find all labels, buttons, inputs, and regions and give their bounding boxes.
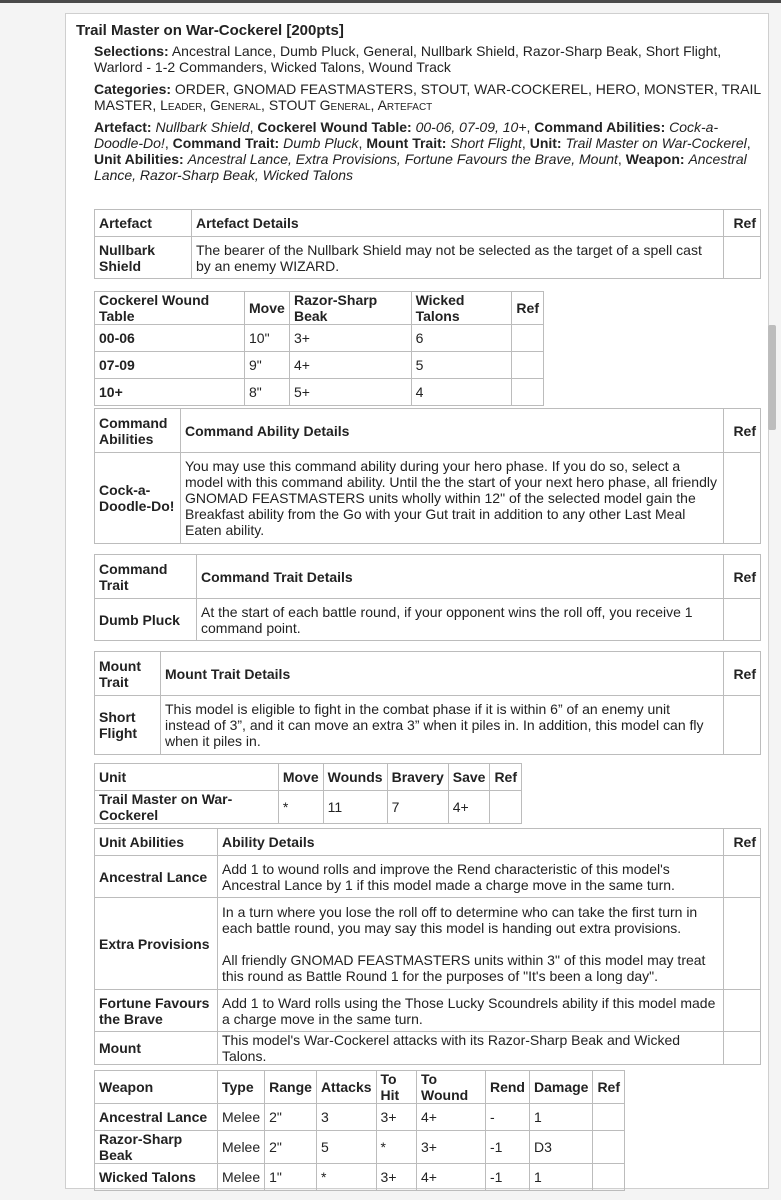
profile-label: Artefact: — [94, 119, 152, 135]
ability-name: Extra Provisions — [95, 898, 218, 990]
ref-cell — [593, 1104, 625, 1131]
table-cell: Melee — [218, 1104, 265, 1131]
table-cell: Trail Master on War-Cockerel — [95, 791, 279, 824]
table-cell: 3+ — [376, 1164, 416, 1191]
profile-value: Cock-a-Doodle-Do! — [94, 119, 719, 151]
profile-label: Unit Abilities: — [94, 151, 184, 167]
profile-value: Trail Master on War-Cockerel — [565, 135, 747, 151]
command-trait-name: Dumb Pluck — [95, 599, 197, 641]
table-row — [95, 1104, 625, 1131]
command-trait-table — [94, 554, 761, 641]
table-cell: 10" — [245, 325, 290, 352]
header-cell: Artefact Details — [192, 210, 724, 237]
profile-label: Command Trait: — [172, 135, 280, 151]
table-cell: 3 — [316, 1104, 376, 1131]
selections-line — [94, 43, 766, 75]
ability-details: This model's War-Cockerel attacks with its Razor-Sharp Beak and Wicked Talons. — [218, 1032, 724, 1065]
header-cell: To Hit — [376, 1071, 416, 1104]
table-cell: Ancestral Lance — [95, 1104, 218, 1131]
table-cell: * — [278, 791, 323, 824]
profile-label: Cockerel Wound Table: — [257, 119, 412, 135]
header-ref: Ref — [724, 652, 761, 696]
table-cell: * — [376, 1131, 416, 1164]
wound-table — [94, 291, 544, 406]
table-row — [95, 1131, 625, 1164]
table-cell: 3+ — [417, 1131, 486, 1164]
profile-value: 00-06, 07-09, 10+ — [415, 119, 527, 135]
artefact-name: Nullbark Shield — [95, 237, 192, 279]
table-cell: 4+ — [448, 791, 490, 824]
table-cell: Wicked Talons — [95, 1164, 218, 1191]
command-ability-details: You may use this command ability during your hero phase. If you do so, select a model with this command ability. Until the the start of your next hero phase, all friendly GNOMAD FEASTMASTERS units wholly within 12" of the selected model gain the Breakfast ability from the Go with your Gut trait in addition to any other Last Meal Eaten ability. — [181, 453, 724, 544]
header-cell: Artefact — [95, 210, 192, 237]
table-cell: 1 — [529, 1164, 592, 1191]
table-row — [95, 379, 544, 406]
table-cell: 5 — [411, 352, 512, 379]
mount-trait-name: Short Flight — [95, 696, 161, 755]
header-cell: Unit Abilities — [95, 829, 218, 856]
ability-details-2: All friendly GNOMAD FEASTMASTERS units within 3" of this model may treat this round as Battle Round 1 for the purposes of "It's been a long day". — [222, 951, 706, 984]
ref-cell — [593, 1131, 625, 1164]
header-cell: Move — [245, 292, 290, 325]
ref-cell — [724, 599, 761, 641]
table-cell: 1 — [529, 1104, 592, 1131]
ability-details-cell — [218, 898, 724, 990]
table-cell: 3+ — [290, 325, 412, 352]
top-bar — [0, 0, 781, 3]
profile-label: Weapon: — [625, 151, 685, 167]
profile-value: Short Flight — [450, 135, 522, 151]
table-cell: 5 — [316, 1131, 376, 1164]
ability-name: Ancestral Lance — [95, 856, 218, 898]
profile-label: Mount Trait: — [366, 135, 447, 151]
ref-cell — [724, 1032, 761, 1065]
table-cell: Melee — [218, 1164, 265, 1191]
header-cell: Save — [448, 764, 490, 791]
header-cell: Wicked Talons — [411, 292, 512, 325]
ref-cell — [512, 352, 544, 379]
profile-value: Ancestral Lance, Razor-Sharp Beak, Wicked Talons — [94, 151, 747, 183]
header-cell: Ability Details — [218, 829, 724, 856]
ref-cell — [512, 325, 544, 352]
table-cell: -1 — [485, 1164, 529, 1191]
header-cell: Razor-Sharp Beak — [290, 292, 412, 325]
unit-title: Trail Master on War-Cockerel [200pts] — [76, 22, 344, 39]
table-cell: 4+ — [417, 1164, 486, 1191]
categories-line — [94, 81, 766, 113]
categories-text: ORDER, GNOMAD FEASTMASTERS, STOUT, WAR-COCKEREL, HERO, MONSTER, TRAIL MASTER, — [94, 81, 761, 113]
header-cell: Move — [278, 764, 323, 791]
table-cell: * — [316, 1164, 376, 1191]
header-ref: Ref — [724, 409, 761, 453]
header-cell: Wounds — [323, 764, 387, 791]
header-cell: Command Ability Details — [181, 409, 724, 453]
header-ref: Ref — [724, 555, 761, 599]
weapon-table — [94, 1070, 625, 1191]
mount-trait-table — [94, 651, 761, 755]
table-cell: 10+ — [95, 379, 245, 406]
table-row — [95, 325, 544, 352]
header-cell: Bravery — [387, 764, 448, 791]
table-row — [95, 352, 544, 379]
table-row — [95, 1164, 625, 1191]
table-cell: 00-06 — [95, 325, 245, 352]
ref-cell — [724, 898, 761, 990]
command-ability-table — [94, 408, 761, 544]
artefact-table — [94, 209, 761, 279]
table-cell: D3 — [529, 1131, 592, 1164]
header-cell: Weapon — [95, 1071, 218, 1104]
ref-cell — [724, 990, 761, 1032]
artefact-details: The bearer of the Nullbark Shield may not be selected as the target of a spell cast by an enemy WIZARD. — [192, 237, 724, 279]
ability-details: In a turn where you lose the roll off to determine who can take the first turn in each battle round, you may say this model is handing out extra provisions. — [222, 903, 698, 936]
header-cell: Command Trait — [95, 555, 197, 599]
ability-details: Add 1 to wound rolls and improve the Rend characteristic of this model's Ancestral Lance by 1 if this model made a charge move in the same turn. — [218, 856, 724, 898]
mount-trait-details: This model is eligible to fight in the combat phase if it is within 6” of an enemy unit instead of 3”, and it can move an extra 3” when it piles in. In addition, this model can fly when it piles in. — [161, 696, 724, 755]
command-ability-name: Cock-a-Doodle-Do! — [95, 453, 181, 544]
table-cell: -1 — [485, 1131, 529, 1164]
header-cell: Cockerel Wound Table — [95, 292, 245, 325]
table-cell: 5+ — [290, 379, 412, 406]
command-trait-details: At the start of each battle round, if your opponent wins the roll off, you receive 1 command point. — [197, 599, 724, 641]
table-cell: 2" — [265, 1104, 317, 1131]
header-cell: Unit — [95, 764, 279, 791]
unit-abilities-table — [94, 828, 761, 1065]
profile-value: Nullbark Shield — [155, 119, 250, 135]
table-cell: 8" — [245, 379, 290, 406]
header-cell: Command Trait Details — [197, 555, 724, 599]
table-cell: 11 — [323, 791, 387, 824]
header-cell: Type — [218, 1071, 265, 1104]
scrollbar-thumb[interactable] — [768, 325, 776, 430]
header-cell: Ref — [490, 764, 522, 791]
table-row — [95, 898, 761, 990]
table-row — [95, 791, 522, 824]
ref-cell — [593, 1164, 625, 1191]
header-cell: Rend — [485, 1071, 529, 1104]
header-cell: To Wound — [417, 1071, 486, 1104]
table-row — [95, 990, 761, 1032]
table-cell: 07-09 — [95, 352, 245, 379]
ref-cell — [490, 791, 522, 824]
table-cell: 2" — [265, 1131, 317, 1164]
header-cell: Damage — [529, 1071, 592, 1104]
profile-value: Ancestral Lance, Extra Provisions, Fortune Favours the Brave, Mount — [187, 151, 618, 167]
ability-name: Fortune Favours the Brave — [95, 990, 218, 1032]
table-row — [95, 1032, 761, 1065]
header-ref: Ref — [724, 210, 761, 237]
categories-smallcaps: Leader, General, STOUT General, Artefact — [160, 97, 433, 113]
header-cell: Mount Trait — [95, 652, 161, 696]
header-cell: Ref — [593, 1071, 625, 1104]
profile-label: Command Abilities: — [534, 119, 666, 135]
table-cell: 6 — [411, 325, 512, 352]
selections-text: Ancestral Lance, Dumb Pluck, General, Nullbark Shield, Razor-Sharp Beak, Short Flight, Warlord - 1-2 Commanders, Wicked Talons, Wound Track — [94, 43, 722, 75]
profiles-line: Artefact: Nullbark Shield, Cockerel Wound Table: 00-06, 07-09, 10+, Command Abilities: Cock-a-Doodle-Do!, Command Trait: Dumb Pluck, Mount Trait: Short Flight, Unit: Trail Master on War-Cockerel, Unit Abilities: Ancestral Lance, Extra Provisions, Fortune Favours the Brave, Mount, Weapon: Ancestral Lance, Razor-Sharp Beak, Wicked Talons — [94, 119, 751, 183]
table-cell: - — [485, 1104, 529, 1131]
header-cell: Command Abilities — [95, 409, 181, 453]
table-cell: 7 — [387, 791, 448, 824]
ref-cell — [724, 696, 761, 755]
table-cell: Razor-Sharp Beak — [95, 1131, 218, 1164]
table-cell: 4+ — [417, 1104, 486, 1131]
selections-label: Selections: — [94, 43, 169, 59]
ref-cell — [512, 379, 544, 406]
header-cell: Range — [265, 1071, 317, 1104]
unit-table — [94, 763, 522, 824]
table-cell: 9" — [245, 352, 290, 379]
header-cell: Attacks — [316, 1071, 376, 1104]
table-cell: 1" — [265, 1164, 317, 1191]
header-ref: Ref — [724, 829, 761, 856]
ref-cell — [724, 237, 761, 279]
table-row — [95, 856, 761, 898]
header-cell: Ref — [512, 292, 544, 325]
profile-label: Unit: — [529, 135, 562, 151]
ref-cell — [724, 856, 761, 898]
ability-details: Add 1 to Ward rolls using the Those Lucky Scoundrels ability if this model made a charge move in the same turn. — [218, 990, 724, 1032]
categories-label: Categories: — [94, 81, 172, 97]
ability-name: Mount — [95, 1032, 218, 1065]
table-cell: 4 — [411, 379, 512, 406]
profile-value: Dumb Pluck — [283, 135, 359, 151]
header-cell: Mount Trait Details — [161, 652, 724, 696]
table-cell: 3+ — [376, 1104, 416, 1131]
ref-cell — [724, 453, 761, 544]
table-cell: 4+ — [290, 352, 412, 379]
table-cell: Melee — [218, 1131, 265, 1164]
